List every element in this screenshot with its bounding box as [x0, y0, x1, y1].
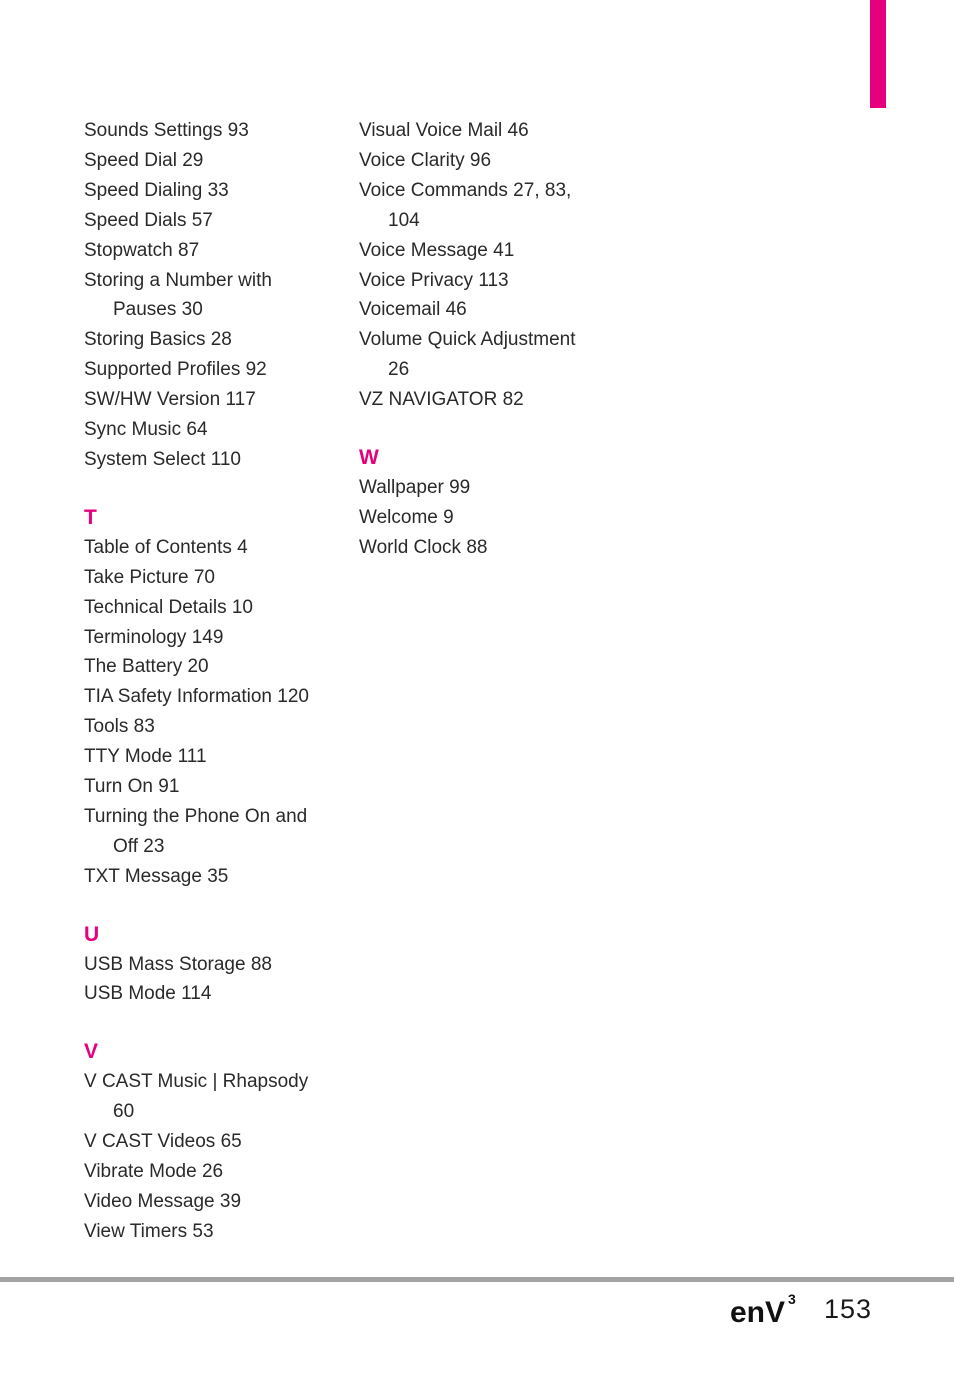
logo-text: enV: [730, 1296, 786, 1329]
index-entry: [359, 236, 609, 266]
index-entry-text: Video Message 39: [84, 1190, 242, 1212]
index-column-right: [359, 116, 609, 563]
index-entry: [84, 682, 334, 712]
index-entry-text: View Timers 53: [84, 1220, 214, 1242]
index-entry: [84, 742, 334, 772]
index-entry-text: Turn On 91: [84, 776, 180, 798]
index-entry: [84, 1067, 334, 1127]
page-number: 153: [824, 1294, 873, 1324]
index-entry: [84, 979, 334, 1009]
index-entry-text: Wallpaper 99: [359, 476, 471, 498]
index-entry-text: VZ NAVIGATOR 82: [359, 389, 524, 411]
index-entry-text: SW/HW Version 117: [84, 389, 256, 411]
index-entry-text: Turning the Phone On and: [84, 805, 308, 827]
index-entry-text: Technical Details 10: [84, 596, 253, 618]
index-entry-text: Welcome 9: [359, 506, 454, 528]
logo-superscript: 3: [788, 1291, 796, 1307]
index-entry-continuation: 60: [113, 1101, 135, 1123]
index-entry-text: USB Mode 114: [84, 983, 212, 1005]
index-entry: [359, 116, 609, 146]
index-entry: [359, 146, 609, 176]
index-entry: [359, 533, 609, 563]
index-entry: [359, 266, 609, 296]
footer-rule: [0, 1277, 954, 1282]
index-entry-text: Voice Message 41: [359, 239, 515, 261]
index-entry-text: V CAST Videos 65: [84, 1131, 242, 1153]
index-entry-text: Speed Dials 57: [84, 209, 213, 231]
section-tab-marker: [870, 0, 886, 108]
index-entry: [84, 593, 334, 623]
index-entry-text: Tools 83: [84, 716, 155, 738]
index-entry-text: Speed Dialing 33: [84, 179, 229, 201]
index-entry: [84, 772, 334, 802]
index-entry: [84, 415, 334, 445]
index-entry-text: System Select 110: [84, 448, 242, 470]
index-entry: [359, 385, 609, 415]
index-letter-heading: V: [84, 1040, 99, 1064]
index-entry: [359, 473, 609, 503]
index-entry-text: Voice Privacy 113: [359, 269, 509, 291]
index-entry: [84, 385, 334, 415]
index-entry-text: Voicemail 46: [359, 299, 467, 321]
index-entry: [84, 1187, 334, 1217]
index-entry: [359, 295, 609, 325]
index-entry-text: Sync Music 64: [84, 419, 208, 441]
index-entry-text: Visual Voice Mail 46: [359, 120, 529, 141]
index-entry: [84, 445, 334, 475]
index-entry-text: Supported Profiles 92: [84, 359, 267, 381]
index-entry-text: Speed Dial 29: [84, 149, 204, 171]
index-letter-heading: T: [84, 505, 97, 529]
index-entry: [84, 1127, 334, 1157]
index-entry-continuation: Pauses 30: [113, 299, 203, 321]
index-entry-text: TTY Mode 111: [84, 746, 207, 768]
index-entry: [84, 176, 334, 206]
index-entry: [84, 1217, 334, 1247]
index-entry-text: TXT Message 35: [84, 865, 229, 887]
index-entry-text: TIA Safety Information 120: [84, 686, 309, 708]
index-entry: [84, 950, 334, 980]
index-entry: [359, 176, 609, 236]
index-entry-text: Voice Clarity 96: [359, 149, 492, 171]
index-entry-text: Stopwatch 87: [84, 239, 200, 261]
index-entry-text: Storing a Number with: [84, 269, 272, 291]
index-entry-text: World Clock 88: [359, 536, 488, 558]
index-letter-heading: W: [359, 446, 379, 470]
index-entry: [359, 503, 609, 533]
index-entry-continuation: 104: [388, 209, 420, 231]
index-entry-text: Vibrate Mode 26: [84, 1161, 224, 1182]
index-entry-text: Volume Quick Adjustment: [359, 329, 576, 351]
index-entry-text: Storing Basics 28: [84, 329, 232, 351]
index-entry-text: USB Mass Storage 88: [84, 953, 272, 975]
index-entry-continuation: Off 23: [113, 835, 165, 857]
index-entry-continuation: 26: [388, 359, 410, 381]
index-entry: [84, 802, 334, 862]
index-entry-text: Sounds Settings 93: [84, 120, 249, 141]
index-letter-heading: U: [84, 922, 100, 946]
index-entry: [84, 116, 334, 146]
index-entry-text: Voice Commands 27, 83,: [359, 179, 572, 201]
index-entry-text: Table of Contents 4: [84, 536, 248, 558]
index-entry: [84, 355, 334, 385]
index-entry: [84, 862, 334, 892]
index-entry-text: Terminology 149: [84, 626, 224, 648]
index-entry: [359, 325, 609, 385]
env3-logo: [730, 1288, 808, 1330]
index-entry: [84, 563, 334, 593]
index-entry: [84, 146, 334, 176]
index-entry-text: V CAST Music | Rhapsody: [84, 1071, 309, 1093]
index-entry: [84, 652, 334, 682]
index-entry: [84, 623, 334, 653]
index-column-left: [84, 116, 334, 1247]
index-entry: [84, 1157, 334, 1187]
index-entry: [84, 533, 334, 563]
index-entry-text: Take Picture 70: [84, 566, 215, 588]
index-entry: [84, 712, 334, 742]
index-entry-text: The Battery 20: [84, 656, 209, 678]
index-entry: [84, 325, 334, 355]
index-entry: [84, 236, 334, 266]
index-entry: [84, 266, 334, 326]
index-entry: [84, 206, 334, 236]
